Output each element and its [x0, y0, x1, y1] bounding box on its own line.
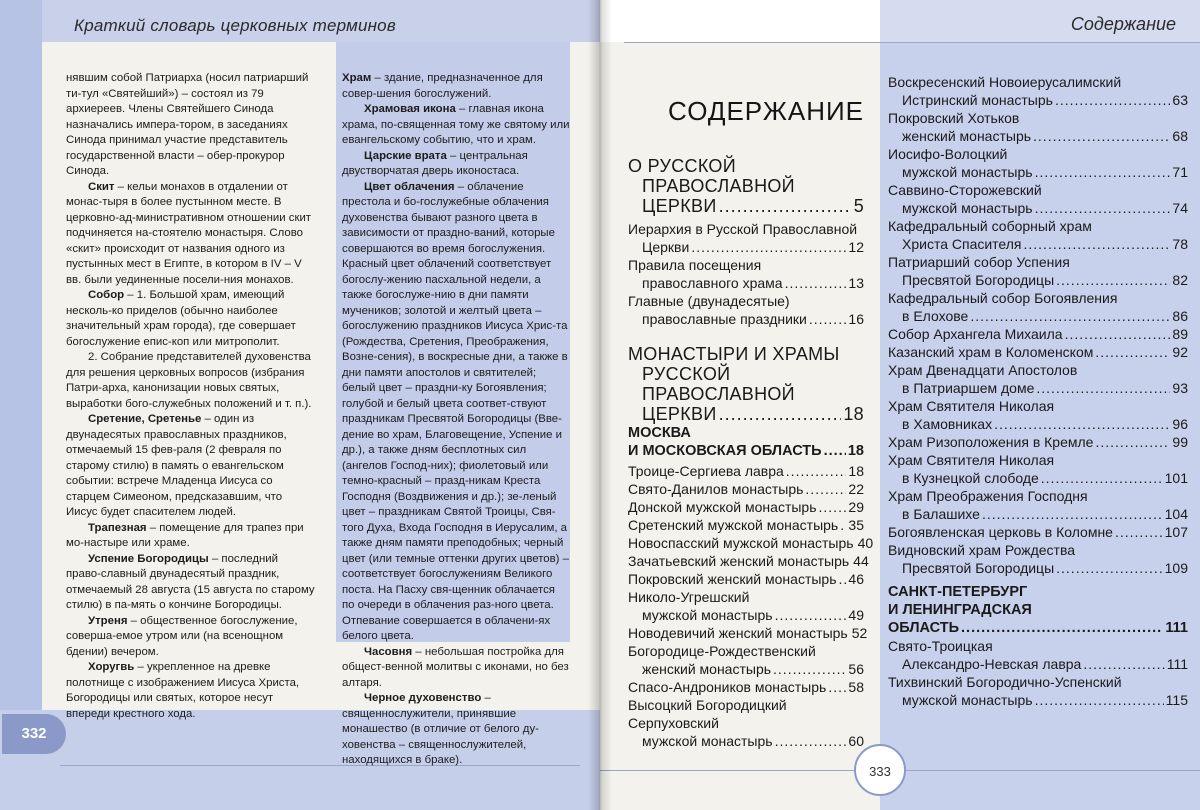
toc-entry[interactable]	[888, 505, 1188, 523]
toc-entry-title: в Хамовниках	[902, 416, 993, 432]
toc-page-number: 58	[848, 679, 864, 695]
glossary-entry	[342, 691, 570, 769]
toc-page-number: 5	[853, 196, 864, 216]
toc-dot-leader	[1035, 163, 1171, 181]
glossary-entry	[66, 660, 316, 722]
toc-subhead: И ЛЕНИНГРАДСКАЯ	[888, 602, 1032, 618]
toc-entry[interactable]	[888, 235, 1188, 253]
toc-dot-leader	[970, 307, 1170, 325]
toc-page-number: 101	[1164, 470, 1188, 486]
toc-dot-leader	[1083, 655, 1164, 673]
glossary-entry	[66, 521, 316, 552]
right-running-header: Содержание	[1070, 14, 1176, 34]
toc-page-number: 13	[848, 275, 864, 291]
toc-entry[interactable]	[628, 480, 864, 498]
book-gutter	[588, 0, 612, 810]
toc-page-number: 16	[848, 311, 864, 327]
glossary-term: Сретение, Сретенье	[88, 413, 202, 425]
toc-dot-leader	[828, 678, 846, 696]
toc-page-number: 93	[1172, 380, 1188, 396]
toc-entry-title: Казанский храм в Коломенском	[888, 344, 1094, 360]
toc-entry[interactable]	[888, 559, 1188, 577]
toc-entry-line: Видновский храм Рождества	[888, 542, 1076, 558]
toc-dot-leader	[840, 516, 846, 534]
toc-subhead: МОСКВА	[628, 425, 691, 441]
toc-entry-title: Новоспасский мужской монастырь	[628, 535, 854, 551]
glossary-entry	[66, 180, 316, 289]
toc-entry-line: Храм Святителя Николая	[888, 452, 1055, 468]
toc-page-number: 115	[1165, 692, 1188, 708]
toc-entry-title: Богоявленская церковь в Коломне	[888, 524, 1113, 540]
toc-entry-line: Саввино-Сторожевский	[888, 182, 1042, 198]
toc-entry[interactable]	[888, 655, 1188, 673]
toc-page-number: 12	[848, 239, 864, 255]
toc-entry-line: Свято-Троицкая	[888, 638, 993, 654]
toc-dot-leader	[805, 480, 846, 498]
toc-section-title: РУССКОЙ	[642, 364, 731, 384]
toc-dot-leader	[819, 498, 847, 516]
toc-entry[interactable]	[628, 534, 874, 552]
toc-entry-line: Главные (двунадесятые)	[628, 293, 790, 309]
toc-entry[interactable]	[888, 415, 1188, 433]
toc-page-number: 107	[1164, 524, 1188, 540]
toc-dot-leader	[1036, 379, 1170, 397]
toc-section-title: ПРАВОСЛАВНОЙ	[642, 176, 795, 196]
toc-dot-leader	[1035, 691, 1164, 709]
toc-section-title: О РУССКОЙ	[628, 156, 736, 176]
toc-entry[interactable]	[628, 498, 864, 516]
glossary-definition: – священнослужители, принявшие монашество (в отличие от белого ду-ховенства – священнослужителей, находящихся в браке).	[342, 692, 539, 766]
toc-page-number: 52	[851, 625, 868, 641]
toc-entry[interactable]	[628, 570, 864, 588]
toc-section-entry[interactable]	[628, 196, 864, 216]
toc-dot-leader	[982, 505, 1163, 523]
toc-section-title: МОНАСТЫРИ И ХРАМЫ	[628, 344, 840, 364]
toc-entry[interactable]	[888, 163, 1188, 181]
glossary-definition: – общественное богослужение, соверша-емое утром или (на всенощном бдении) вечером.	[66, 614, 298, 658]
toc-entry[interactable]	[628, 310, 864, 328]
toc-dot-leader	[1035, 199, 1171, 217]
toc-page-number: 109	[1164, 560, 1188, 576]
toc-page-number: 29	[848, 499, 864, 515]
glossary-term: Храмовая икона	[364, 103, 456, 115]
toc-entry-title: Сретенский мужской монастырь	[628, 517, 839, 533]
toc-entry-title: Александро-Невская лавра	[902, 656, 1082, 672]
toc-page-number: 68	[1172, 128, 1188, 144]
toc-entry[interactable]	[628, 606, 864, 624]
toc-entry-title: в Елохове	[902, 308, 969, 324]
toc-page-number: 96	[1172, 416, 1188, 432]
glossary-definition: нявшим собой Патриарха (носил патриарший ти-тул «Святейший») – состоял из 79 архиереев. Члены Святейшего Синода назначались импера-тором, в заседаниях Синода принимал участие представитель государственной власти – обер-прокурор Синода.	[66, 72, 309, 177]
toc-page-number: 63	[1172, 92, 1188, 108]
glossary-term: Утреня	[88, 614, 128, 627]
toc-page-number: 92	[1172, 344, 1188, 360]
toc-page-number: 35	[848, 517, 864, 533]
toc-section	[628, 156, 864, 328]
toc-dot-leader	[775, 606, 847, 624]
left-running-header: Краткий словарь церковных терминов	[74, 16, 396, 35]
toc-dot-leader	[1115, 523, 1163, 541]
toc-page-number: 18	[847, 443, 864, 459]
toc-entry[interactable]	[888, 271, 1188, 289]
toc-page-number: 111	[1166, 656, 1188, 672]
toc-entry-line: Богородице-Рождественский	[628, 643, 816, 659]
toc-dot-leader	[786, 462, 847, 480]
glossary-term: Скит	[88, 180, 115, 193]
glossary-entry	[342, 149, 570, 180]
toc-entry-title: мужской монастырь	[902, 692, 1033, 708]
toc-entry-title: Зачатьевский женский монастырь	[628, 553, 850, 569]
toc-entry-title: Новодевичий женский монастырь	[628, 625, 848, 641]
right-header-rule	[624, 42, 1200, 43]
glossary-definition: – здание, предназначенное для совер-шения богослужений.	[342, 72, 543, 100]
toc-page-number: 22	[848, 481, 864, 497]
glossary-entry	[66, 614, 316, 661]
toc-entry-title: И МОСКОВСКАЯ ОБЛАСТЬ	[628, 443, 822, 459]
toc-dot-leader	[719, 404, 842, 424]
toc-entry-line: Храм Святителя Николая	[888, 398, 1055, 414]
toc-dot-leader	[961, 619, 1163, 637]
glossary-entry	[66, 71, 316, 180]
glossary-definition: – помещение для трапез при мо-настыре или храме.	[66, 521, 304, 549]
toc-dot-leader	[773, 660, 846, 678]
toc-entry-line: Храм Двенадцати Апостолов	[888, 362, 1078, 378]
glossary-column-2	[342, 71, 570, 769]
toc-subhead-block	[888, 583, 1188, 637]
toc-dot-leader	[994, 415, 1170, 433]
glossary-term: Успение Богородицы	[88, 552, 209, 565]
glossary-entry	[66, 412, 316, 521]
toc-entry-title: женский монастырь	[902, 128, 1032, 144]
toc-page-number: 104	[1164, 506, 1188, 522]
toc-entry-title: ЦЕРКВИ	[642, 404, 717, 424]
toc-subhead-entry[interactable]	[888, 619, 1188, 637]
toc-entry-title: женский монастырь	[642, 661, 772, 677]
glossary-term: Царские врата	[364, 149, 447, 162]
glossary-definition: – кельи монахов в отдалении от монас-тыря в более пустынном месте. В церковно-ад-министративном отношении скит подчиняется на-стоятелю монастыря. Слово «скит» происходит от названия одного из пустынных мест в Египте, в котором в IV – V вв. были уединенные посели-ния монахов.	[66, 180, 312, 286]
toc-entry-line: Воскресенский Новоиерусалимский	[888, 74, 1122, 90]
toc-page-number: 89	[1172, 326, 1188, 342]
toc-dot-leader	[691, 238, 846, 256]
toc-dot-leader	[809, 310, 847, 328]
glossary-definition: – небольшая постройка для общест-венной молитвы с иконами, но без алтаря.	[342, 645, 569, 689]
toc-section-title: ПРАВОСЛАВНОЙ	[642, 384, 795, 404]
toc-entry[interactable]	[888, 307, 1188, 325]
toc-page-number: 18	[843, 404, 864, 424]
toc-entry[interactable]	[888, 523, 1188, 541]
page-number-right: 333	[854, 744, 906, 796]
glossary-term: Собор	[88, 289, 125, 301]
toc-entry[interactable]	[628, 516, 864, 534]
toc-entry-title: Пресвятой Богородицы	[902, 560, 1055, 576]
glossary-term: Хоругвь	[88, 661, 135, 673]
toc-entry-title: Троице-Сергиева лавра	[628, 463, 784, 479]
left-edge-band	[0, 0, 42, 810]
toc-entry[interactable]	[888, 379, 1188, 397]
toc-entry-line: Иосифо-Волоцкий	[888, 146, 1008, 162]
glossary-entry	[66, 350, 316, 412]
toc-entry-title: Христа Спасителя	[902, 236, 1022, 252]
toc-entry[interactable]	[628, 238, 864, 256]
toc-entry-line: Тихвинский Богородично-Успенский	[888, 674, 1122, 690]
toc-dot-leader	[1056, 271, 1170, 289]
toc-entry-title: мужской монастырь	[642, 733, 773, 749]
glossary-entry	[342, 645, 570, 692]
toc-page-number: 71	[1172, 164, 1188, 180]
right-page	[600, 0, 1200, 810]
toc-entry-title: Свято-Данилов монастырь	[628, 481, 804, 497]
toc-entry-title: в Патриаршем доме	[902, 380, 1035, 396]
toc-entry[interactable]	[888, 469, 1188, 487]
toc-entry-title: в Балашихе	[902, 506, 980, 522]
toc-dot-leader	[839, 570, 847, 588]
toc-entry[interactable]	[888, 91, 1188, 109]
toc-entry-line: Храм Преображения Господня	[888, 488, 1088, 504]
toc-entry-line: Кафедральный собор Богоявления	[888, 290, 1118, 306]
toc-dot-leader	[719, 196, 852, 216]
toc-entry[interactable]	[888, 433, 1188, 451]
glossary-term: Черное духовенство	[364, 692, 482, 704]
toc-entry-title: Покровский женский монастырь	[628, 571, 837, 587]
toc-entry-title: Спасо-Андроников монастырь	[628, 679, 827, 695]
glossary-entry	[66, 552, 316, 614]
toc-heading: СОДЕРЖАНИЕ	[668, 96, 865, 126]
toc-column-1	[628, 96, 874, 750]
toc-page-number: 49	[848, 607, 864, 623]
toc-dot-leader	[785, 274, 847, 292]
toc-entry-title: Пресвятой Богородицы	[902, 272, 1055, 288]
glossary-term: Часовня	[364, 645, 413, 658]
toc-entry-title: Собор Архангела Михаила	[888, 326, 1063, 342]
toc-subhead: САНКТ-ПЕТЕРБУРГ	[888, 584, 1028, 600]
toc-entry-line: Покровский Хотьков	[888, 110, 1020, 126]
glossary-term: Храм	[342, 72, 372, 84]
glossary-definition: – 1. Большой храм, имеющий несколь-ко приделов (обычно наиболее значительный храм города), где совершает богослужение епис-коп или митрополит.	[66, 289, 296, 348]
glossary-definition: 2. Собрание представителей духовенства для решения церковных вопросов (избрания Патри-арха, канонизации новых святых, выработки бого-служебных положений и т. п.).	[66, 351, 312, 410]
toc-entry-line: Высоцкий Богородицкий Серпуховский	[628, 697, 787, 731]
toc-page-number: 111	[1165, 620, 1188, 636]
toc-page-number: 60	[848, 733, 864, 749]
toc-entry[interactable]	[628, 552, 869, 570]
toc-page-number: 78	[1172, 236, 1188, 252]
toc-section-entry[interactable]	[628, 404, 864, 424]
toc-entry-title: Церкви	[642, 239, 690, 255]
toc-dot-leader	[1095, 343, 1170, 361]
toc-entry[interactable]	[888, 325, 1188, 343]
toc-section	[628, 344, 874, 750]
toc-entry-line: Кафедральный соборный храм	[888, 218, 1092, 234]
toc-entry[interactable]	[628, 624, 868, 642]
glossary-definition: – один из двунадесятых православных праздников, отмечаемый 15 фев-раля (2 февраля по старому стилю) в память о евангельском событии: встрече Младенца Иисуса со старцем Симеоном, предсказавшим, что Иисус будет спасителем людей.	[66, 413, 287, 518]
glossary-column-1	[66, 71, 316, 722]
toc-entry-line: Правила посещения	[628, 257, 762, 273]
toc-page-number: 46	[848, 571, 864, 587]
toc-entry[interactable]	[628, 462, 864, 480]
toc-page-number: 56	[848, 661, 864, 677]
toc-entry-title: Храм Ризоположения в Кремле	[888, 434, 1094, 450]
toc-entry-title: ОБЛАСТЬ	[888, 620, 960, 636]
glossary-definition: – укрепленное на древке полотнище с изображением Иисуса Христа, Богородицы или святых, которое несут впереди крестного хода.	[66, 661, 300, 720]
toc-entry-line: Иерархия в Русской Православной	[628, 221, 858, 237]
toc-dot-leader	[1095, 433, 1170, 451]
toc-entry[interactable]	[628, 732, 864, 750]
glossary-entry	[342, 180, 570, 645]
glossary-definition: – последний право-славный двунадесятый праздник, отмечаемый 28 августа (15 августа по старому стилю) в па-мять о кончине Богородицы.	[66, 552, 315, 611]
toc-subhead-entry[interactable]	[628, 442, 864, 460]
glossary-term: Трапезная	[88, 521, 147, 534]
toc-column-2	[888, 73, 1188, 709]
toc-entry[interactable]	[628, 274, 864, 292]
glossary-entry	[342, 102, 570, 149]
toc-entry-title: Донской мужской монастырь	[628, 499, 817, 515]
toc-entry[interactable]	[888, 343, 1188, 361]
toc-page-number: 99	[1172, 434, 1188, 450]
toc-entry-title: в Кузнецкой слободе	[902, 470, 1039, 486]
page-number-left: 332	[2, 714, 66, 754]
toc-entry-title: Истринский монастырь	[902, 92, 1053, 108]
toc-dot-leader	[1065, 325, 1171, 343]
toc-page-number: 82	[1172, 272, 1188, 288]
toc-page-number: 86	[1172, 308, 1188, 324]
toc-entry-title: мужской монастырь	[902, 200, 1033, 216]
toc-dot-leader	[1056, 559, 1163, 577]
toc-entry-title: мужской монастырь	[642, 607, 773, 623]
toc-entry[interactable]	[628, 678, 864, 696]
glossary-entry	[342, 71, 570, 102]
glossary-definition: – облачение престола и бо-гослужебные облачения духовенства бывают разного цвета в зависимости от праздно-ваний, которые совершаются во время богослужения. Красный цвет облачений соответствует богослу-жению пасхальной недели, а также богослуже-нию в дни памяти мучеников; золотой и желтый цвета – богослужению праздников Иисуса Хрис-та (Рождества, Сретения, Преображения, Возне-сения), в воскресные дни, а также в дни памяти апостолов и святителей; белый цвет – праздни-ку Богоявления; голубой и белый цвета соответ-ствуют праздникам Пресвятой Богородицы (Вве-дение во храм, Благовещение, Успение и др.), а также дням бесплотных сил (ангелов Господ-них); фиолетовый или темно-красный – празд-никам Креста Господня (Воздвижения и др.); зе-леный цвет – праздникам Святой Троицы, Свя-того Духа, Входа Господня в Иерусалим, а также дням памяти преподобных; черный цвет (или темные оттенки других цветов) – соответствует богослужениям Великого поста. На Пасху свя-щенник облачается по очереди в облачения раз-ного цвета. Отпевание совершается в облачени-ях белого цвета.	[342, 180, 569, 642]
toc-page-number: 18	[848, 463, 864, 479]
toc-entry[interactable]	[888, 691, 1188, 709]
toc-dot-leader	[775, 732, 847, 750]
toc-page-number: 40	[857, 535, 874, 551]
toc-entry-title: мужской монастырь	[902, 164, 1033, 180]
toc-dot-leader	[1033, 127, 1170, 145]
toc-entry[interactable]	[888, 127, 1188, 145]
toc-page-number: 74	[1172, 200, 1188, 216]
toc-entry[interactable]	[888, 199, 1188, 217]
toc-entry-title: православные праздники	[642, 311, 807, 327]
toc-dot-leader	[1041, 469, 1163, 487]
glossary-definition: – центральная двустворчатая дверь иконостаса.	[342, 149, 528, 177]
toc-entry-line: Патриарший собор Успения	[888, 254, 1070, 270]
toc-dot-leader	[1024, 235, 1171, 253]
toc-entry[interactable]	[628, 660, 864, 678]
toc-page-number: 44	[853, 553, 869, 569]
toc-dot-leader	[1055, 91, 1170, 109]
toc-entry-title: ЦЕРКВИ	[642, 196, 717, 216]
toc-dot-leader	[824, 442, 846, 460]
glossary-entry	[66, 288, 316, 350]
glossary-term: Цвет облачения	[364, 180, 455, 193]
toc-entry-line: Николо-Угрешский	[628, 589, 750, 605]
glossary-definition: – главная икона храма, по-священная тому же святому или евангельскому событию, что и храм.	[342, 103, 570, 146]
toc-entry-title: православного храма	[642, 275, 783, 291]
